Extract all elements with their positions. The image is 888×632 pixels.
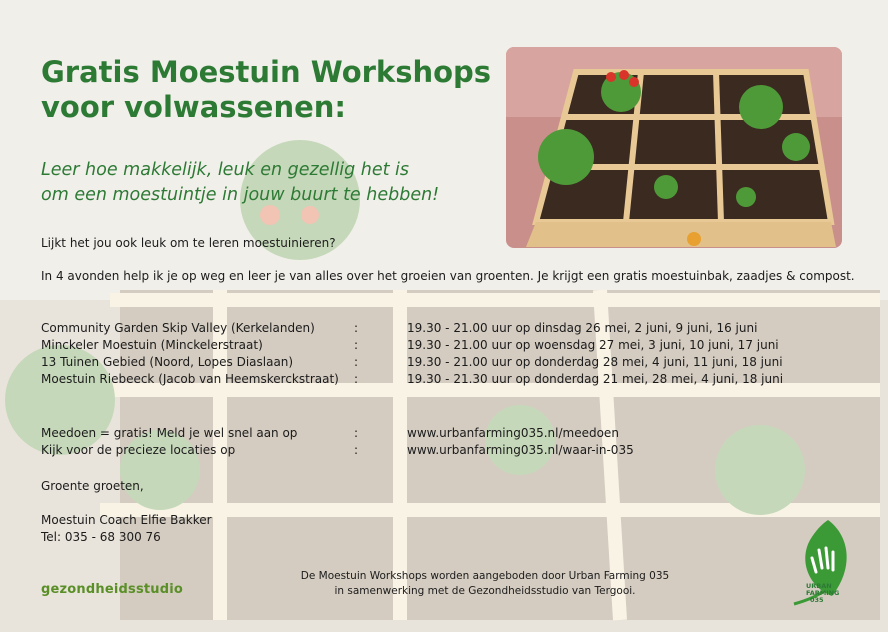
- raised-garden-bed-photo: [506, 47, 842, 248]
- title-line-2: voor volwassenen:: [41, 90, 347, 124]
- locations-label: Kijk voor de precieze locaties op: [41, 443, 236, 457]
- phone-number: Tel: 035 - 68 300 76: [41, 530, 161, 544]
- schedule-separator: :: [354, 321, 359, 335]
- footer-line-1: De Moestuin Workshops worden aangeboden door Urban Farming 035: [300, 570, 670, 582]
- subtitle: [41, 158, 439, 208]
- schedule-location: Moestuin Riebeeck (Jacob van Heemskerckstraat): [41, 372, 339, 386]
- subtitle-line-2: om een moestuintje in jouw buurt te hebben!: [41, 185, 440, 205]
- gezondheidsstudio-logo: gezondheidsstudio: [41, 582, 184, 597]
- intro-question: Lijkt het jou ook leuk om te leren moestuinieren?: [41, 236, 336, 250]
- title-line-1: Gratis Moestuin Workshops: [41, 55, 492, 89]
- locations-url[interactable]: www.urbanfarming035.nl/waar-in-035: [407, 443, 634, 457]
- subtitle-line-1: Leer hoe makkelijk, leuk en gezellig het is: [41, 160, 410, 180]
- signup-separator: :: [354, 426, 359, 440]
- logo-text-035: 035: [810, 596, 824, 604]
- schedule-location: 13 Tuinen Gebied (Noord, Lopes Diaslaan): [41, 355, 294, 369]
- greeting: Groente groeten,: [41, 479, 144, 493]
- schedule-time: 19.30 - 21.00 uur op dinsdag 26 mei, 2 juni, 9 juni, 16 juni: [407, 321, 758, 335]
- schedule-location: Minckeler Moestuin (Minckelerstraat): [41, 338, 263, 352]
- schedule-location: Community Garden Skip Valley (Kerkelanden): [41, 321, 315, 335]
- schedule-time: 19.30 - 21.00 uur op donderdag 28 mei, 4 juni, 11 juni, 18 juni: [407, 355, 783, 369]
- urban-farming-leaf-logo: [788, 518, 858, 606]
- schedule-separator: :: [354, 355, 359, 369]
- logo-text-farming: FARMING: [806, 589, 840, 597]
- footer-line-2: in samenwerking met de Gezondheidsstudio van Tergooi.: [334, 585, 636, 597]
- schedule-separator: :: [354, 338, 359, 352]
- signup-url[interactable]: www.urbanfarming035.nl/meedoen: [407, 426, 619, 440]
- intro-description: In 4 avonden help ik je op weg en leer je van alles over het groeien van groenten. Je krijgt een gratis moestuinbak, zaadjes & compost.: [41, 269, 855, 283]
- logo-text-urban: URBAN: [806, 582, 832, 590]
- signature: Moestuin Coach Elfie Bakker: [41, 513, 212, 527]
- schedule-time: 19.30 - 21.00 uur op woensdag 27 mei, 3 juni, 10 juni, 17 juni: [407, 338, 779, 352]
- page-title: [41, 55, 491, 125]
- schedule-separator: :: [354, 372, 359, 386]
- schedule-time: 19.30 - 21.30 uur op donderdag 21 mei, 28 mei, 4 juni, 18 juni: [407, 372, 784, 386]
- locations-separator: :: [354, 443, 359, 457]
- signup-label: Meedoen = gratis! Meld je wel snel aan op: [41, 426, 298, 440]
